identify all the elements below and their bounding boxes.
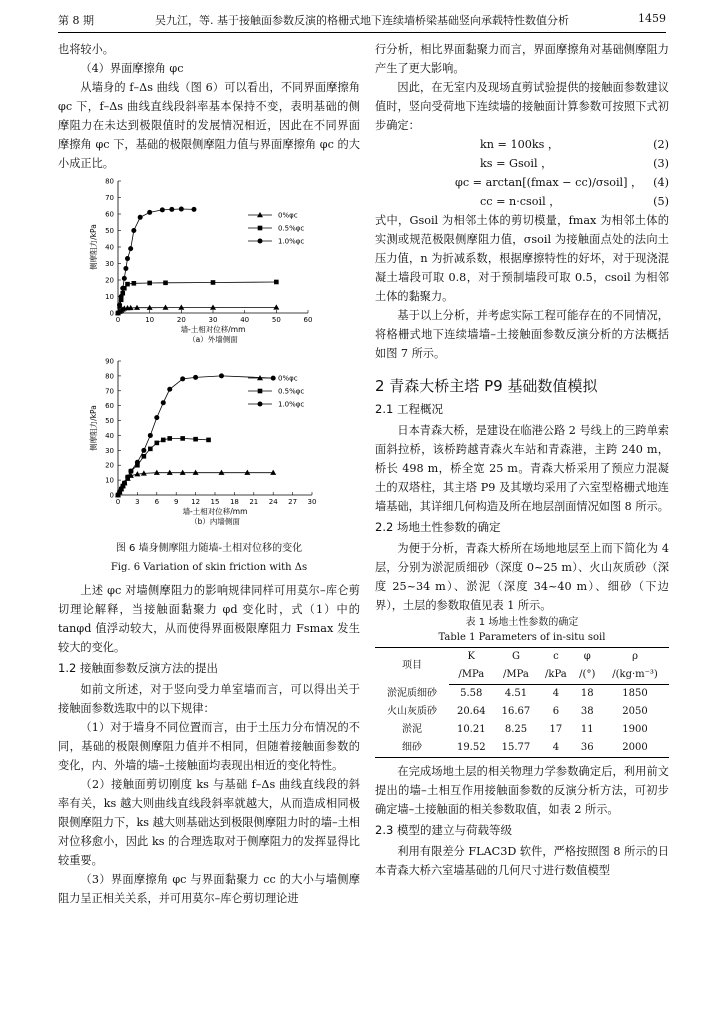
data-point-square bbox=[180, 436, 185, 441]
equation-number: (3) bbox=[653, 157, 669, 170]
soil-parameter-table bbox=[375, 647, 669, 758]
legend-label: 0.5%φc bbox=[278, 387, 305, 396]
x-tick-label: 3 bbox=[135, 498, 140, 506]
table-row bbox=[375, 721, 669, 739]
y-tick-label: 80 bbox=[105, 372, 114, 381]
x-tick-label: 30 bbox=[307, 498, 317, 506]
table-cell: 火山灰质砂 bbox=[386, 706, 437, 717]
paragraph: 也将较小。 bbox=[58, 43, 114, 56]
data-point-circle bbox=[135, 460, 140, 465]
data-point-circle bbox=[271, 376, 276, 381]
data-point-circle bbox=[148, 433, 153, 438]
data-point-square bbox=[161, 438, 166, 443]
data-point-circle bbox=[123, 266, 128, 271]
x-axis-label: 墙-土相对位移/mm bbox=[182, 507, 248, 516]
data-point-square bbox=[125, 282, 130, 287]
equation bbox=[375, 135, 669, 154]
table-cell: 19.52 bbox=[449, 739, 494, 758]
series-line-1 bbox=[118, 307, 276, 313]
y-tick-label: 0 bbox=[109, 309, 114, 318]
data-point-circle bbox=[120, 286, 125, 291]
right-column bbox=[375, 40, 669, 880]
data-point-triangle bbox=[210, 305, 216, 310]
data-point-circle bbox=[117, 302, 122, 307]
table-unit-cell: /(°) bbox=[573, 666, 601, 685]
data-point-triangle bbox=[244, 470, 250, 475]
table-header-cell: c bbox=[538, 648, 573, 667]
data-point-triangle bbox=[180, 470, 186, 475]
data-point-circle bbox=[122, 276, 127, 281]
data-point-square bbox=[274, 280, 279, 285]
section-heading: 2 青森大桥主塔 P9 基础数值模拟 bbox=[375, 377, 598, 395]
paragraph: （1）对于墙身不同位置而言，由于土压力分布情况的不同，基础的极限侧摩阻力值并不相同，但随着接触面参数的变化，内、外墙的墙–土接触面均表现出相近的变化特性。 bbox=[58, 721, 360, 772]
y-axis-label: 侧摩阻力/kPa bbox=[89, 224, 98, 270]
y-tick-label: 60 bbox=[105, 210, 114, 219]
legend-label: 0.5%φc bbox=[278, 224, 305, 233]
x-tick-label: 0 bbox=[115, 498, 121, 506]
paragraph: 行分析，相比界面黏聚力而言，界面摩擦角对基础侧摩阻力产生了更大影响。 bbox=[375, 43, 669, 75]
series-line-2 bbox=[118, 282, 276, 313]
equation-number: (2) bbox=[653, 138, 669, 151]
y-tick-label: 0 bbox=[109, 491, 114, 500]
data-point-square bbox=[258, 389, 263, 394]
paragraph: 式中，Gsoil 为相邻土体的剪切模量，fmax 为相邻土体的实测或规范极限侧摩阻力值，σsoil 为接触面点处的法向土压力值，n 为折减系数，根据摩擦特性的好坏，对于现浇混凝土墙段可取 0.8，对于预制墙段可取 0.5，csoil 为相邻土体的黏聚力。 bbox=[375, 214, 669, 303]
data-point-square bbox=[163, 281, 168, 286]
table-cell: 1850 bbox=[622, 688, 648, 699]
x-tick-label: 10 bbox=[145, 316, 155, 324]
data-point-circle bbox=[193, 375, 198, 380]
data-point-circle bbox=[179, 207, 184, 212]
data-point-square bbox=[132, 281, 137, 286]
data-point-circle bbox=[128, 246, 133, 251]
table-row bbox=[375, 703, 669, 721]
subheading: （4）界面摩擦角 φc bbox=[80, 62, 184, 75]
legend-label: 1.0%φc bbox=[278, 237, 305, 246]
subsection-heading: 2.1 工程概况 bbox=[375, 402, 443, 416]
y-axis-label: 侧摩阻力/kPa bbox=[89, 405, 98, 451]
paragraph: 因此，在无室内及现场直剪试验提供的接触面参数建议值时，竖向受荷地下连续墙的接触面计算参数可按照下式初步确定： bbox=[375, 81, 669, 132]
table-cell: 2050 bbox=[622, 706, 648, 717]
equation-number: (5) bbox=[653, 195, 669, 208]
x-tick-label: 12 bbox=[191, 498, 201, 506]
y-tick-label: 20 bbox=[105, 461, 114, 470]
y-tick-label: 90 bbox=[105, 357, 114, 366]
x-tick-label: 20 bbox=[176, 316, 186, 324]
running-header bbox=[0, 0, 724, 40]
data-point-circle bbox=[169, 207, 174, 212]
table-cell: 36 bbox=[573, 739, 601, 758]
table-unit-cell: /kPa bbox=[538, 666, 573, 685]
y-tick-label: 50 bbox=[105, 417, 114, 426]
table-cell: 8.25 bbox=[504, 724, 528, 735]
paragraph: 从墙身的 f–Δs 曲线（图 6）可以看出，不同界面摩擦角 φc 下，f–Δs 曲线直线段斜率基本保持不变，表明基础的侧摩阻力在未达到极限值时的发展情况相近，因此在不同界面摩擦角 φc 下，基础的极限侧摩阻力值与界面摩擦角 φc 的大小成正比。 bbox=[58, 81, 360, 170]
chart-subtitle: （b）内墙侧面 bbox=[190, 517, 240, 526]
data-point-circle bbox=[161, 400, 166, 405]
data-point-circle bbox=[116, 311, 121, 316]
legend-label: 0%φc bbox=[278, 211, 298, 220]
data-point-circle bbox=[125, 475, 130, 480]
x-axis-label: 墙-土相对位移/mm bbox=[180, 325, 246, 334]
data-point-circle bbox=[125, 256, 130, 261]
table-header-cell: φ bbox=[573, 648, 601, 667]
x-tick-label: 9 bbox=[173, 498, 179, 506]
table-cell: 1900 bbox=[622, 724, 648, 735]
data-point-triangle bbox=[154, 470, 160, 475]
issue-number: 第 8 期 bbox=[58, 14, 94, 27]
paragraph: （2）接触面剪切刚度 ks 与基础 f–Δs 曲线直线段的斜率有关，ks 越大则曲线直线段斜率就越大，从而造成相同极限侧摩阻力下，ks 越大则基础达到极限侧摩阻力时的墙–土相对位移愈小，因此 ks 的合理选取对于侧摩阻力的发挥显得比较重要。 bbox=[58, 778, 360, 867]
table-cell: 17 bbox=[549, 724, 563, 735]
equation bbox=[375, 154, 669, 173]
data-point-circle bbox=[138, 215, 143, 220]
equation bbox=[375, 192, 669, 211]
table-header-row bbox=[375, 648, 669, 667]
data-point-circle bbox=[160, 207, 165, 212]
paragraph: 利用有限差分 FLAC3D 软件，严格按照图 8 所示的日本青森大桥六室墙基础的几何尺寸进行数值模型 bbox=[375, 845, 669, 877]
table-header-cell: ρ bbox=[601, 648, 669, 667]
data-point-triangle bbox=[273, 304, 279, 309]
series-line-2 bbox=[118, 438, 209, 495]
y-tick-label: 10 bbox=[105, 293, 114, 301]
data-point-square bbox=[206, 438, 211, 443]
chart-outer-wall bbox=[58, 173, 360, 353]
x-tick-label: 6 bbox=[154, 498, 160, 506]
table-unit-cell: /MPa bbox=[449, 666, 494, 685]
y-tick-label: 80 bbox=[105, 177, 114, 186]
equation bbox=[375, 173, 669, 192]
y-tick-label: 10 bbox=[105, 476, 114, 485]
table-caption: 表 1 场地土性参数的确定 bbox=[465, 617, 579, 628]
y-tick-label: 30 bbox=[105, 446, 114, 455]
x-tick-label: 24 bbox=[268, 498, 278, 506]
table-cell: 18 bbox=[580, 688, 594, 699]
series-line-3 bbox=[118, 209, 194, 313]
equation-body: φc = arctan[(fmax − cc)/σsoil] ， bbox=[455, 176, 643, 189]
subsection-heading: 2.3 模型的建立与荷载等级 bbox=[375, 823, 512, 837]
section-heading: 1.2 接触面参数反演方法的提出 bbox=[58, 661, 218, 675]
equation-body: kn = 100ks ， bbox=[480, 138, 560, 151]
chart-inner-wall bbox=[58, 353, 360, 535]
y-tick-label: 70 bbox=[105, 194, 114, 202]
x-tick-label: 40 bbox=[240, 316, 250, 324]
subsection-heading: 2.2 场地土性参数的确定 bbox=[375, 520, 501, 534]
data-point-triangle bbox=[163, 305, 169, 310]
table-unit-cell: /MPa bbox=[494, 666, 539, 685]
data-point-square bbox=[193, 437, 198, 442]
data-point-square bbox=[142, 454, 147, 459]
table-header-cell: G bbox=[494, 648, 539, 667]
data-point-circle bbox=[141, 448, 146, 453]
data-point-circle bbox=[219, 373, 224, 378]
x-tick-label: 0 bbox=[115, 316, 121, 324]
table-cell: 细砂 bbox=[375, 739, 449, 758]
table-cell: 10.21 bbox=[456, 724, 486, 735]
series-line-3 bbox=[118, 376, 273, 495]
table-cell: 5.58 bbox=[460, 688, 483, 699]
y-tick-label: 20 bbox=[105, 276, 114, 285]
data-point-triangle bbox=[270, 470, 276, 475]
table-header-cell: K bbox=[449, 648, 494, 667]
running-title: 吴九江，等. 基于接触面参数反演的格栅式地下连续墙桥梁基础竖向承载特性数值分析 bbox=[155, 14, 569, 27]
paragraph: 日本青森大桥，是建设在临港公路 2 号线上的三跨单索面斜拉桥，该桥跨越青森火车站和青森港，主跨 240 m，桥长 498 m，桥全宽 25 m。青森大桥采用了预应力混凝土的双塔柱，其主塔 P9 及其墩均采用了六室型格栅式地连墙基础，其详细几何构造及所在地层剖面情况如图 8 所示。 bbox=[375, 424, 669, 513]
paragraph: 基于以上分析，并考虑实际工程可能存在的不同情况，将格栅式地下连续墙墙–土接触面参数反演分析的方法概括如图 7 所示。 bbox=[375, 309, 669, 360]
data-point-circle bbox=[128, 469, 133, 474]
data-point-circle bbox=[192, 207, 197, 212]
data-point-triangle bbox=[167, 470, 173, 475]
table-cell: 淤泥 bbox=[401, 724, 422, 735]
table-cell: 38 bbox=[580, 706, 594, 717]
data-point-square bbox=[167, 436, 172, 441]
y-tick-label: 40 bbox=[105, 431, 114, 440]
table-cell: 20.64 bbox=[456, 706, 486, 717]
legend-label: 1.0%φc bbox=[278, 400, 305, 409]
data-point-square bbox=[147, 281, 152, 286]
table-cell: 淤泥质细砂 bbox=[386, 687, 437, 699]
figure-caption-en: Fig. 6 Variation of skin friction with Δs bbox=[110, 562, 308, 573]
equation-number: (4) bbox=[653, 176, 669, 189]
table-cell: 16.67 bbox=[501, 706, 531, 717]
table-cell: 2000 bbox=[601, 739, 669, 758]
paragraph: 在完成场地土层的相关物理力学参数确定后，利用前文提出的墙–土相互作用接触面参数的反演分析方法，可初步确定墙–土接触面的相关参数取值，如表 2 所示。 bbox=[375, 765, 669, 816]
data-point-square bbox=[155, 441, 160, 446]
x-tick-label: 21 bbox=[249, 498, 259, 506]
left-column bbox=[58, 40, 360, 908]
table-cell: 11 bbox=[580, 724, 594, 735]
data-point-circle bbox=[180, 376, 185, 381]
data-point-circle bbox=[154, 415, 159, 420]
table-cell: 4.51 bbox=[504, 688, 528, 699]
data-point-square bbox=[258, 226, 263, 231]
y-tick-label: 50 bbox=[105, 227, 114, 235]
table-cell: 4 bbox=[552, 688, 560, 699]
data-point-circle bbox=[147, 210, 152, 215]
table-cell: 6 bbox=[552, 706, 560, 717]
x-tick-label: 30 bbox=[208, 316, 218, 324]
data-point-square bbox=[148, 447, 153, 452]
table-row bbox=[375, 739, 669, 758]
table-row bbox=[375, 685, 669, 704]
chart-subtitle: （a）外墙侧面 bbox=[188, 335, 238, 344]
paragraph: 为便于分析，青森大桥所在场地地层至上而下简化为 4 层，分别为淤泥质细砂（深度 0~25 m）、火山灰质砂（深度 25~34 m）、淤泥（深度 34~40 m）、细砂（下边界），土层的参数取值见表 1 所示。 bbox=[375, 542, 669, 612]
data-point-circle bbox=[167, 387, 172, 392]
table-header-cell: 项目 bbox=[375, 648, 449, 685]
y-tick-label: 70 bbox=[105, 387, 114, 396]
series-line-1 bbox=[118, 473, 273, 495]
y-tick-label: 30 bbox=[105, 260, 114, 268]
data-point-circle bbox=[258, 239, 263, 244]
data-point-circle bbox=[131, 228, 136, 233]
x-tick-label: 50 bbox=[271, 316, 281, 324]
paragraph: （3）界面摩擦角 φc 与界面黏聚力 cc 的大小与墙侧摩阻力呈正相关关系，并可用莫尔–库仑剪切理论进 bbox=[58, 873, 360, 905]
x-tick-label: 27 bbox=[288, 498, 298, 506]
data-point-triangle bbox=[193, 470, 199, 475]
paragraph: 如前文所述，对于竖向受力单室墙而言，可以得出关于接触面参数选取中的以下规律： bbox=[58, 683, 360, 715]
page-number: 1459 bbox=[638, 12, 666, 25]
table-unit-cell: /(kg·m⁻³) bbox=[601, 666, 669, 685]
data-point-circle bbox=[119, 294, 124, 299]
y-tick-label: 40 bbox=[105, 243, 114, 252]
x-tick-label: 60 bbox=[303, 316, 313, 324]
data-point-triangle bbox=[218, 470, 224, 475]
table-cell: 4 bbox=[538, 739, 573, 758]
equation-body: cc = n·csoil ， bbox=[480, 195, 561, 208]
table-caption-en: Table 1 Parameters of in-situ soil bbox=[438, 632, 606, 643]
header-rule bbox=[58, 32, 666, 33]
table-cell: 15.77 bbox=[494, 739, 539, 758]
equation-body: ks = Gsoil ， bbox=[480, 157, 553, 170]
data-point-circle bbox=[258, 402, 263, 407]
legend-label: 0%φc bbox=[278, 374, 298, 383]
x-tick-label: 15 bbox=[210, 498, 220, 506]
y-tick-label: 60 bbox=[105, 402, 114, 411]
data-point-square bbox=[211, 280, 216, 285]
figure-caption: 图 6 墙身侧摩阻力随墙-土相对位移的变化 bbox=[115, 543, 303, 554]
data-point-circle bbox=[122, 481, 127, 486]
x-tick-label: 18 bbox=[229, 498, 239, 506]
data-point-triangle bbox=[178, 305, 184, 310]
paragraph: 上述 φc 对墙侧摩阻力的影响规律同样可用莫尔–库仑剪切理论解释，当接触面黏聚力 φd 变化时，式（1）中的 tanφd 值浮动较大，从而使得界面极限摩阻力 Fsmax 发生较大的变化。 bbox=[58, 584, 360, 654]
